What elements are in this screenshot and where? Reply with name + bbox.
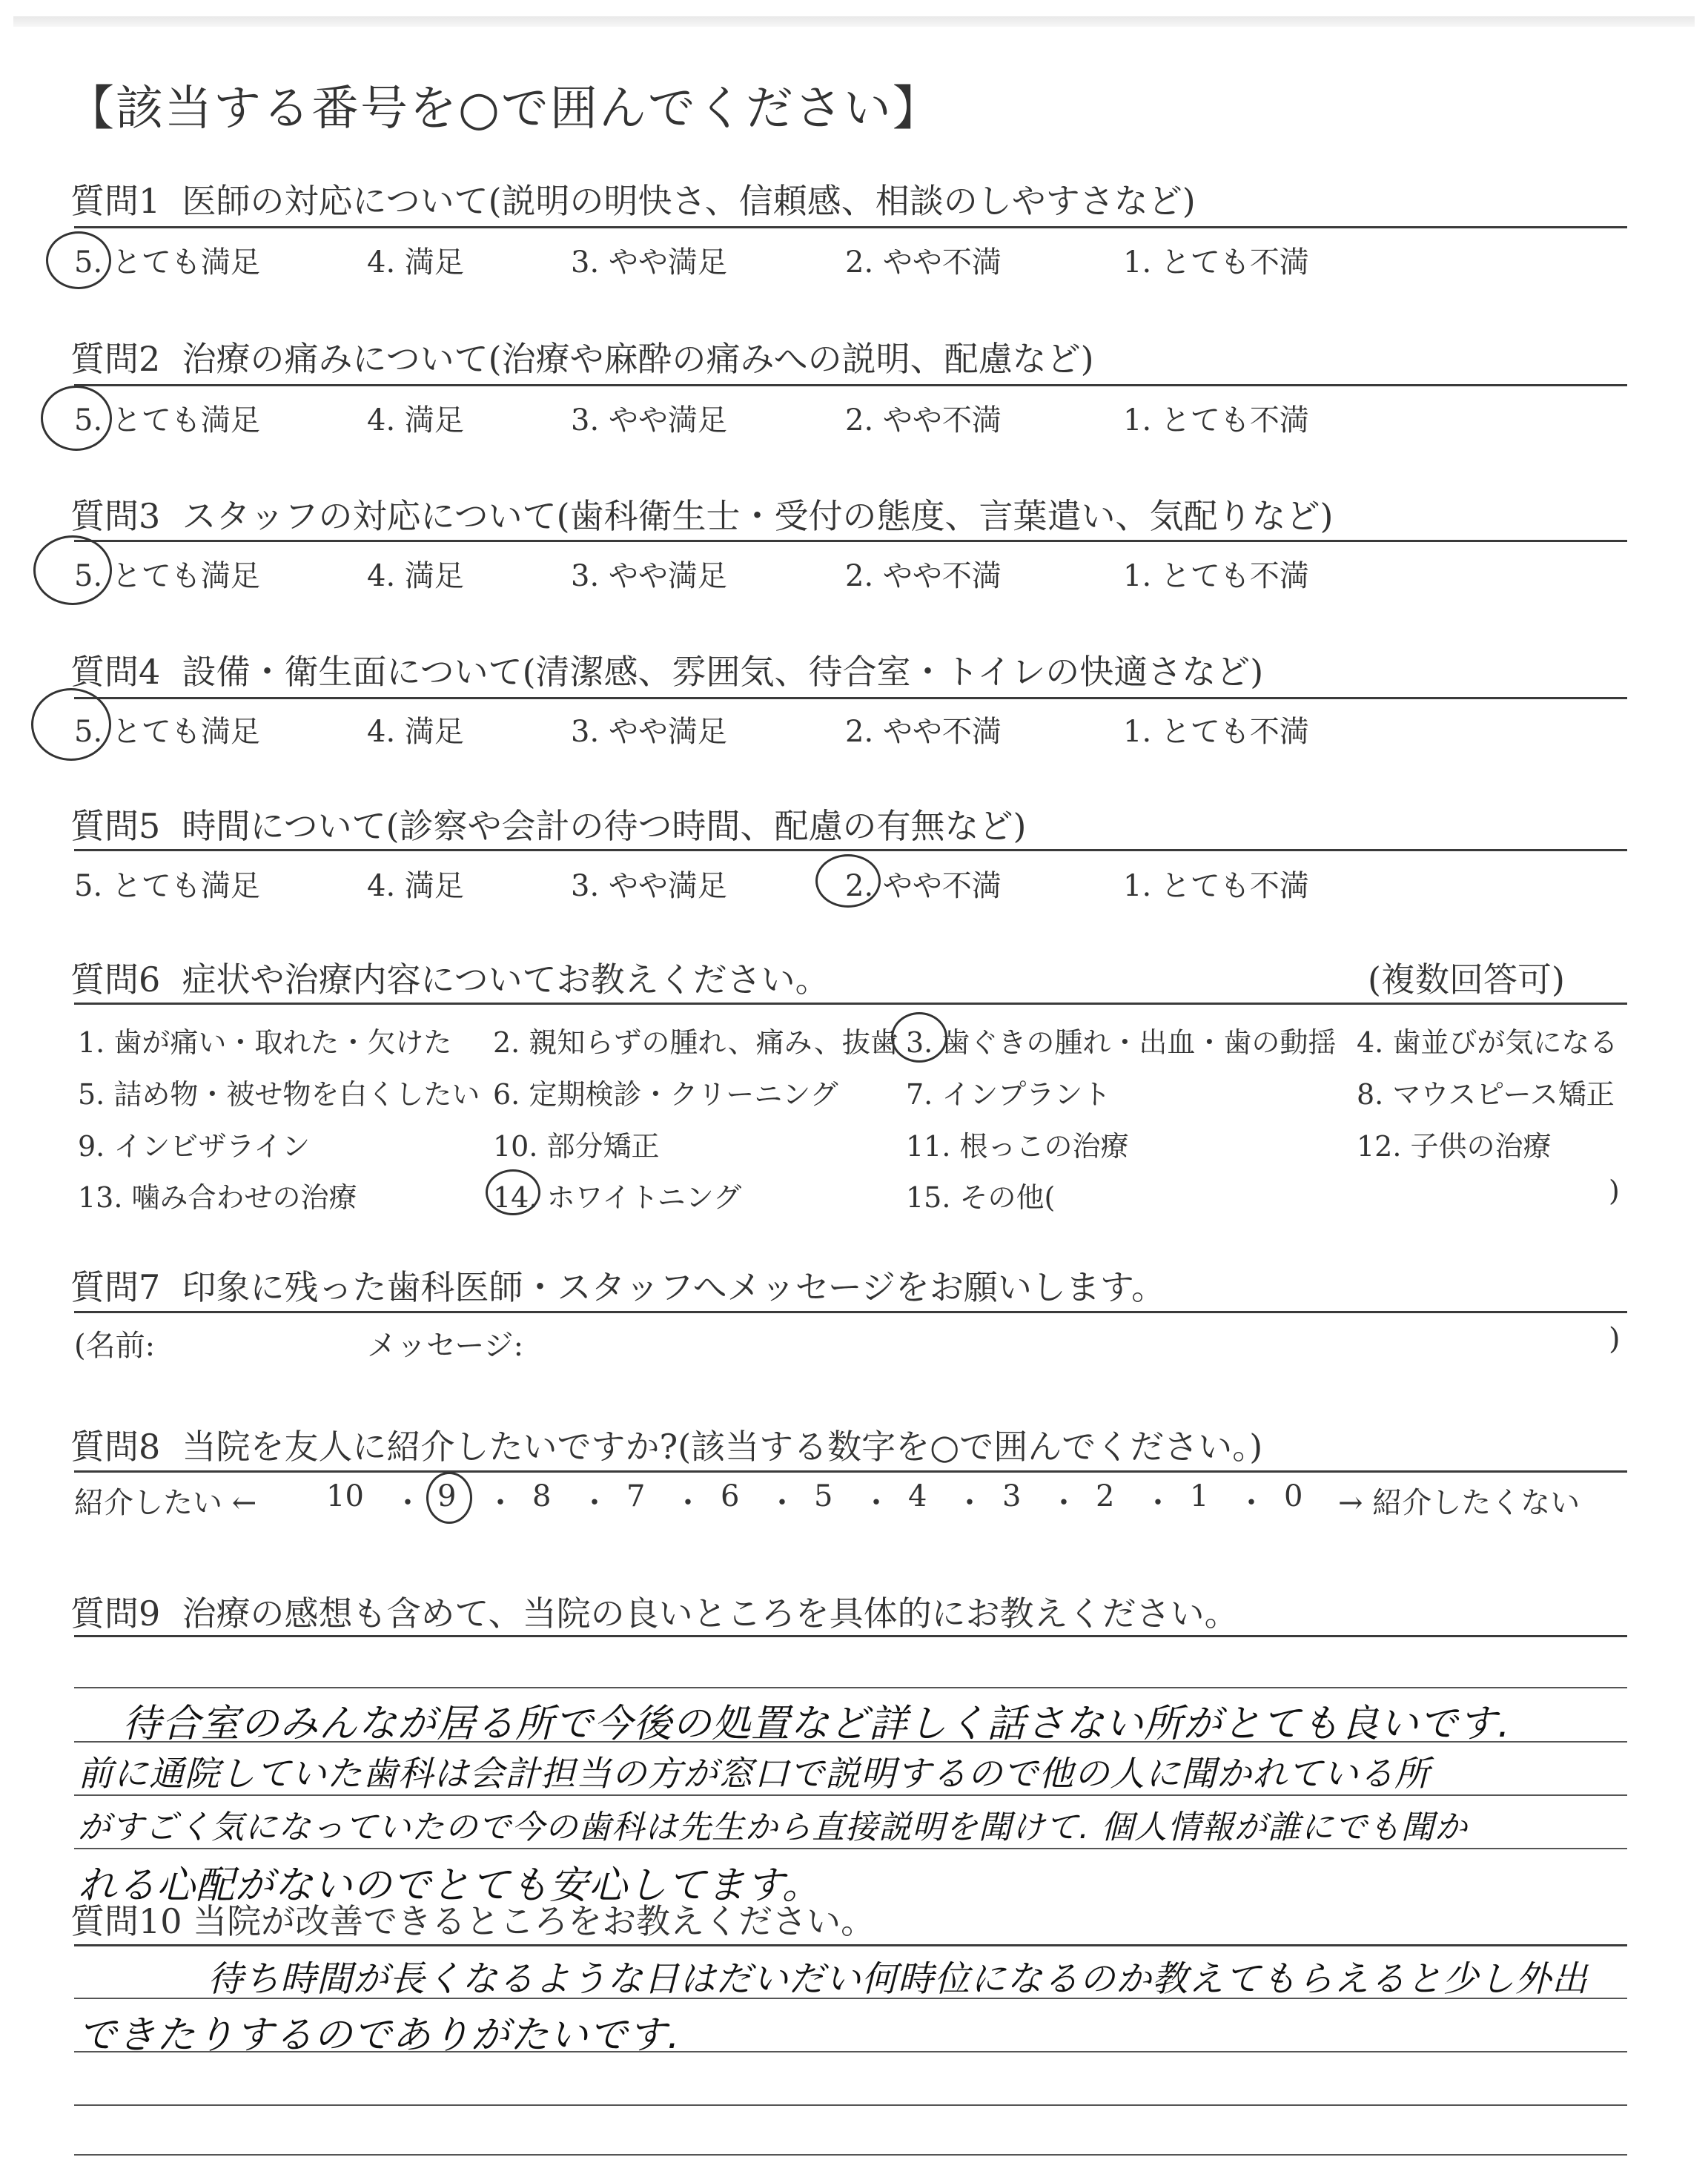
scale-7[interactable]: 7 — [626, 1479, 646, 1513]
selection-circle — [31, 688, 111, 761]
selection-circle — [41, 386, 112, 451]
handwritten-answer-line: できたりするのでありがたいです. — [78, 2013, 681, 2058]
q1-option-3[interactable]: 3. やや満足 — [571, 245, 727, 280]
q4-option-4[interactable]: 4. 満足 — [367, 715, 464, 749]
q1-option-2[interactable]: 2. やや不満 — [845, 245, 1002, 280]
question-4 — [70, 645, 1263, 694]
scale-separator: ・ — [861, 1486, 891, 1520]
question-label: 質問2 — [70, 339, 161, 379]
q5-option-4[interactable]: 4. 満足 — [367, 869, 464, 903]
scale-5[interactable]: 5 — [814, 1479, 833, 1513]
q6-item-14[interactable]: 14. ホワイトニング — [493, 1181, 742, 1214]
q1-option-1[interactable]: 1. とても不満 — [1123, 245, 1309, 280]
q5-option-2[interactable]: 2. やや不満 — [845, 869, 1002, 903]
q2-option-1[interactable]: 1. とても不満 — [1123, 403, 1309, 437]
question-text: 設備・衛生面について(清潔感、雰囲気、待合室・トイレの快適さなど) — [182, 652, 1264, 692]
q6-item-9[interactable]: 9. インビザライン — [78, 1130, 311, 1163]
q6-item-12[interactable]: 12. 子供の治療 — [1357, 1130, 1552, 1163]
q6-other-close: ) — [1609, 1175, 1620, 1207]
scale-separator: ・ — [486, 1486, 515, 1520]
answer-line — [74, 2154, 1627, 2156]
handwritten-answer-line: れる心配がないのでとても安心してます。 — [78, 1863, 821, 1908]
divider — [74, 697, 1627, 699]
question-3 — [70, 489, 1334, 538]
question-text: スタッフの対応について(歯科衛生士・受付の態度、言葉遣い、気配りなど) — [182, 496, 1334, 536]
q5-option-5[interactable]: 5. とても満足 — [74, 869, 260, 903]
handwritten-answer-line: 前に通院していた歯科は会計担当の方が窓口で説明するので他の人に聞かれている所 — [78, 1754, 1430, 1794]
selection-circle — [33, 535, 112, 605]
divider — [74, 1635, 1627, 1637]
q6-item-15-other[interactable]: 15. その他( — [906, 1181, 1056, 1214]
q3-option-1[interactable]: 1. とても不満 — [1123, 559, 1309, 593]
scale-8[interactable]: 8 — [532, 1479, 552, 1513]
question-text: 治療の痛みについて(治療や麻酔の痛みへの説明、配慮など) — [182, 339, 1094, 379]
q2-option-2[interactable]: 2. やや不満 — [845, 403, 1002, 437]
selection-circle — [46, 231, 111, 289]
q6-item-7[interactable]: 7. インプラント — [906, 1078, 1111, 1111]
question-text: 治療の感想も含めて、当院の良いところを具体的にお教えください。 — [182, 1593, 1239, 1634]
scale-2[interactable]: 2 — [1096, 1479, 1115, 1513]
divider — [74, 226, 1627, 228]
q6-item-8[interactable]: 8. マウスピース矯正 — [1357, 1078, 1615, 1111]
selection-circle — [815, 854, 881, 908]
selection-circle — [486, 1169, 540, 1215]
divider — [74, 1944, 1627, 1946]
q2-option-4[interactable]: 4. 満足 — [367, 403, 464, 437]
question-label: 質問5 — [70, 806, 161, 846]
question-text: 当院が改善できるところをお教えください。 — [193, 1901, 875, 1941]
q6-item-4[interactable]: 4. 歯並びが気になる — [1357, 1026, 1618, 1059]
question-label: 質問4 — [70, 652, 161, 692]
handwritten-answer-line: 待ち時間が長くなるような日はだいだい何時位になるのか教えてもらえると少し外出 — [208, 1958, 1589, 2000]
q5-option-1[interactable]: 1. とても不満 — [1123, 869, 1309, 903]
selection-circle — [426, 1472, 472, 1524]
divider — [74, 1470, 1627, 1473]
q4-option-1[interactable]: 1. とても不満 — [1123, 715, 1309, 749]
scale-6[interactable]: 6 — [721, 1479, 740, 1513]
q6-item-10[interactable]: 10. 部分矯正 — [493, 1130, 660, 1163]
q2-option-3[interactable]: 3. やや満足 — [571, 403, 727, 437]
question-9 — [70, 1587, 1239, 1636]
question-label: 質問8 — [70, 1427, 161, 1467]
q7-close-paren: ) — [1609, 1322, 1621, 1356]
q1-option-4[interactable]: 4. 満足 — [367, 245, 464, 280]
scale-separator: ・ — [1237, 1486, 1266, 1520]
question-text: 時間について(診察や会計の待つ時間、配慮の有無など) — [182, 806, 1027, 846]
question-label: 質問1 — [70, 181, 161, 221]
q6-item-3[interactable]: 3. 歯ぐきの腫れ・出血・歯の動揺 — [906, 1026, 1337, 1059]
q6-item-6[interactable]: 6. 定期検診・クリーニング — [493, 1078, 838, 1111]
scale-separator: ・ — [955, 1486, 984, 1520]
question-label: 質問7 — [70, 1267, 161, 1307]
divider — [74, 1003, 1627, 1005]
scale-separator: ・ — [673, 1486, 703, 1520]
recommend-right-label: → 紹介したくない — [1338, 1486, 1580, 1520]
scale-separator: ・ — [580, 1486, 609, 1520]
answer-line — [74, 1848, 1627, 1849]
scale-0[interactable]: 0 — [1284, 1479, 1303, 1513]
question-8 — [70, 1420, 1262, 1469]
scale-3[interactable]: 3 — [1002, 1479, 1022, 1513]
q6-item-13[interactable]: 13. 噛み合わせの治療 — [78, 1181, 357, 1214]
scale-9[interactable]: 9 — [437, 1479, 457, 1513]
scale-separator: ・ — [1143, 1486, 1173, 1520]
divider — [74, 384, 1627, 386]
multiple-answer-note: (複数回答可) — [1368, 960, 1565, 1000]
question-label: 質問3 — [70, 496, 161, 536]
handwritten-answer-line: 待合室のみんなが居る所で今後の処置など詳しく話さない所がとても良いです. — [122, 1702, 1511, 1746]
recommend-left-label: 紹介したい ← — [74, 1486, 257, 1520]
question-text: 当院を友人に紹介したいですか?(該当する数字を○で囲んでください。) — [182, 1427, 1263, 1467]
form-title: 【該当する番号を○で囲んでください】 — [67, 82, 941, 136]
q4-option-2[interactable]: 2. やや不満 — [845, 715, 1002, 749]
scale-separator: ・ — [393, 1486, 423, 1520]
scale-separator: ・ — [767, 1486, 797, 1520]
question-label: 質問6 — [70, 960, 161, 1000]
selection-circle — [891, 1012, 947, 1063]
q6-item-2[interactable]: 2. 親知らずの腫れ、痛み、抜歯 — [493, 1026, 898, 1059]
q3-option-3[interactable]: 3. やや満足 — [571, 559, 727, 593]
q5-option-3[interactable]: 3. やや満足 — [571, 869, 727, 903]
question-label: 質問9 — [70, 1593, 161, 1634]
question-5 — [70, 799, 1027, 848]
q1-option-5[interactable]: 5. とても満足 — [74, 245, 260, 280]
question-1 — [70, 174, 1196, 223]
question-7 — [70, 1261, 1165, 1309]
question-6 — [70, 953, 830, 1002]
question-text: 印象に残った歯科医師・スタッフへメッセージをお願いします。 — [182, 1267, 1166, 1307]
q6-item-5[interactable]: 5. 詰め物・被せ物を白くしたい — [78, 1078, 480, 1111]
question-2 — [70, 332, 1094, 381]
scale-separator: ・ — [1049, 1486, 1079, 1520]
answer-line — [74, 2104, 1627, 2106]
q3-option-4[interactable]: 4. 満足 — [367, 559, 464, 593]
message-label: メッセージ: — [367, 1329, 524, 1363]
question-text: 症状や治療内容についてお教えください。 — [182, 960, 830, 1000]
q3-option-5[interactable]: 5. とても満足 — [74, 559, 260, 593]
answer-line — [74, 1687, 1627, 1688]
q6-item-1[interactable]: 1. 歯が痛い・取れた・欠けた — [78, 1026, 452, 1059]
scale-1[interactable]: 1 — [1190, 1479, 1209, 1513]
name-label: (名前: — [74, 1329, 156, 1363]
divider — [74, 849, 1627, 851]
scale-10[interactable]: 10 — [326, 1479, 364, 1513]
q4-option-5[interactable]: 5. とても満足 — [74, 715, 260, 749]
divider — [74, 1311, 1627, 1313]
scan-top-edge — [13, 16, 1695, 27]
question-10 — [70, 1895, 875, 1943]
question-label: 質問10 — [70, 1901, 182, 1941]
scale-4[interactable]: 4 — [908, 1479, 927, 1513]
handwritten-answer-line: がすごく気になっていたので今の歯科は先生から直接説明を聞けて. 個人情報が誰にでも聞か — [78, 1809, 1468, 1846]
q2-option-5[interactable]: 5. とても満足 — [74, 403, 260, 437]
q6-item-11[interactable]: 11. 根っこの治療 — [906, 1130, 1129, 1163]
question-text: 医師の対応について(説明の明快さ、信頼感、相談のしやすさなど) — [182, 181, 1196, 221]
q4-option-3[interactable]: 3. やや満足 — [571, 715, 727, 749]
q3-option-2[interactable]: 2. やや不満 — [845, 559, 1002, 593]
divider — [74, 540, 1627, 542]
